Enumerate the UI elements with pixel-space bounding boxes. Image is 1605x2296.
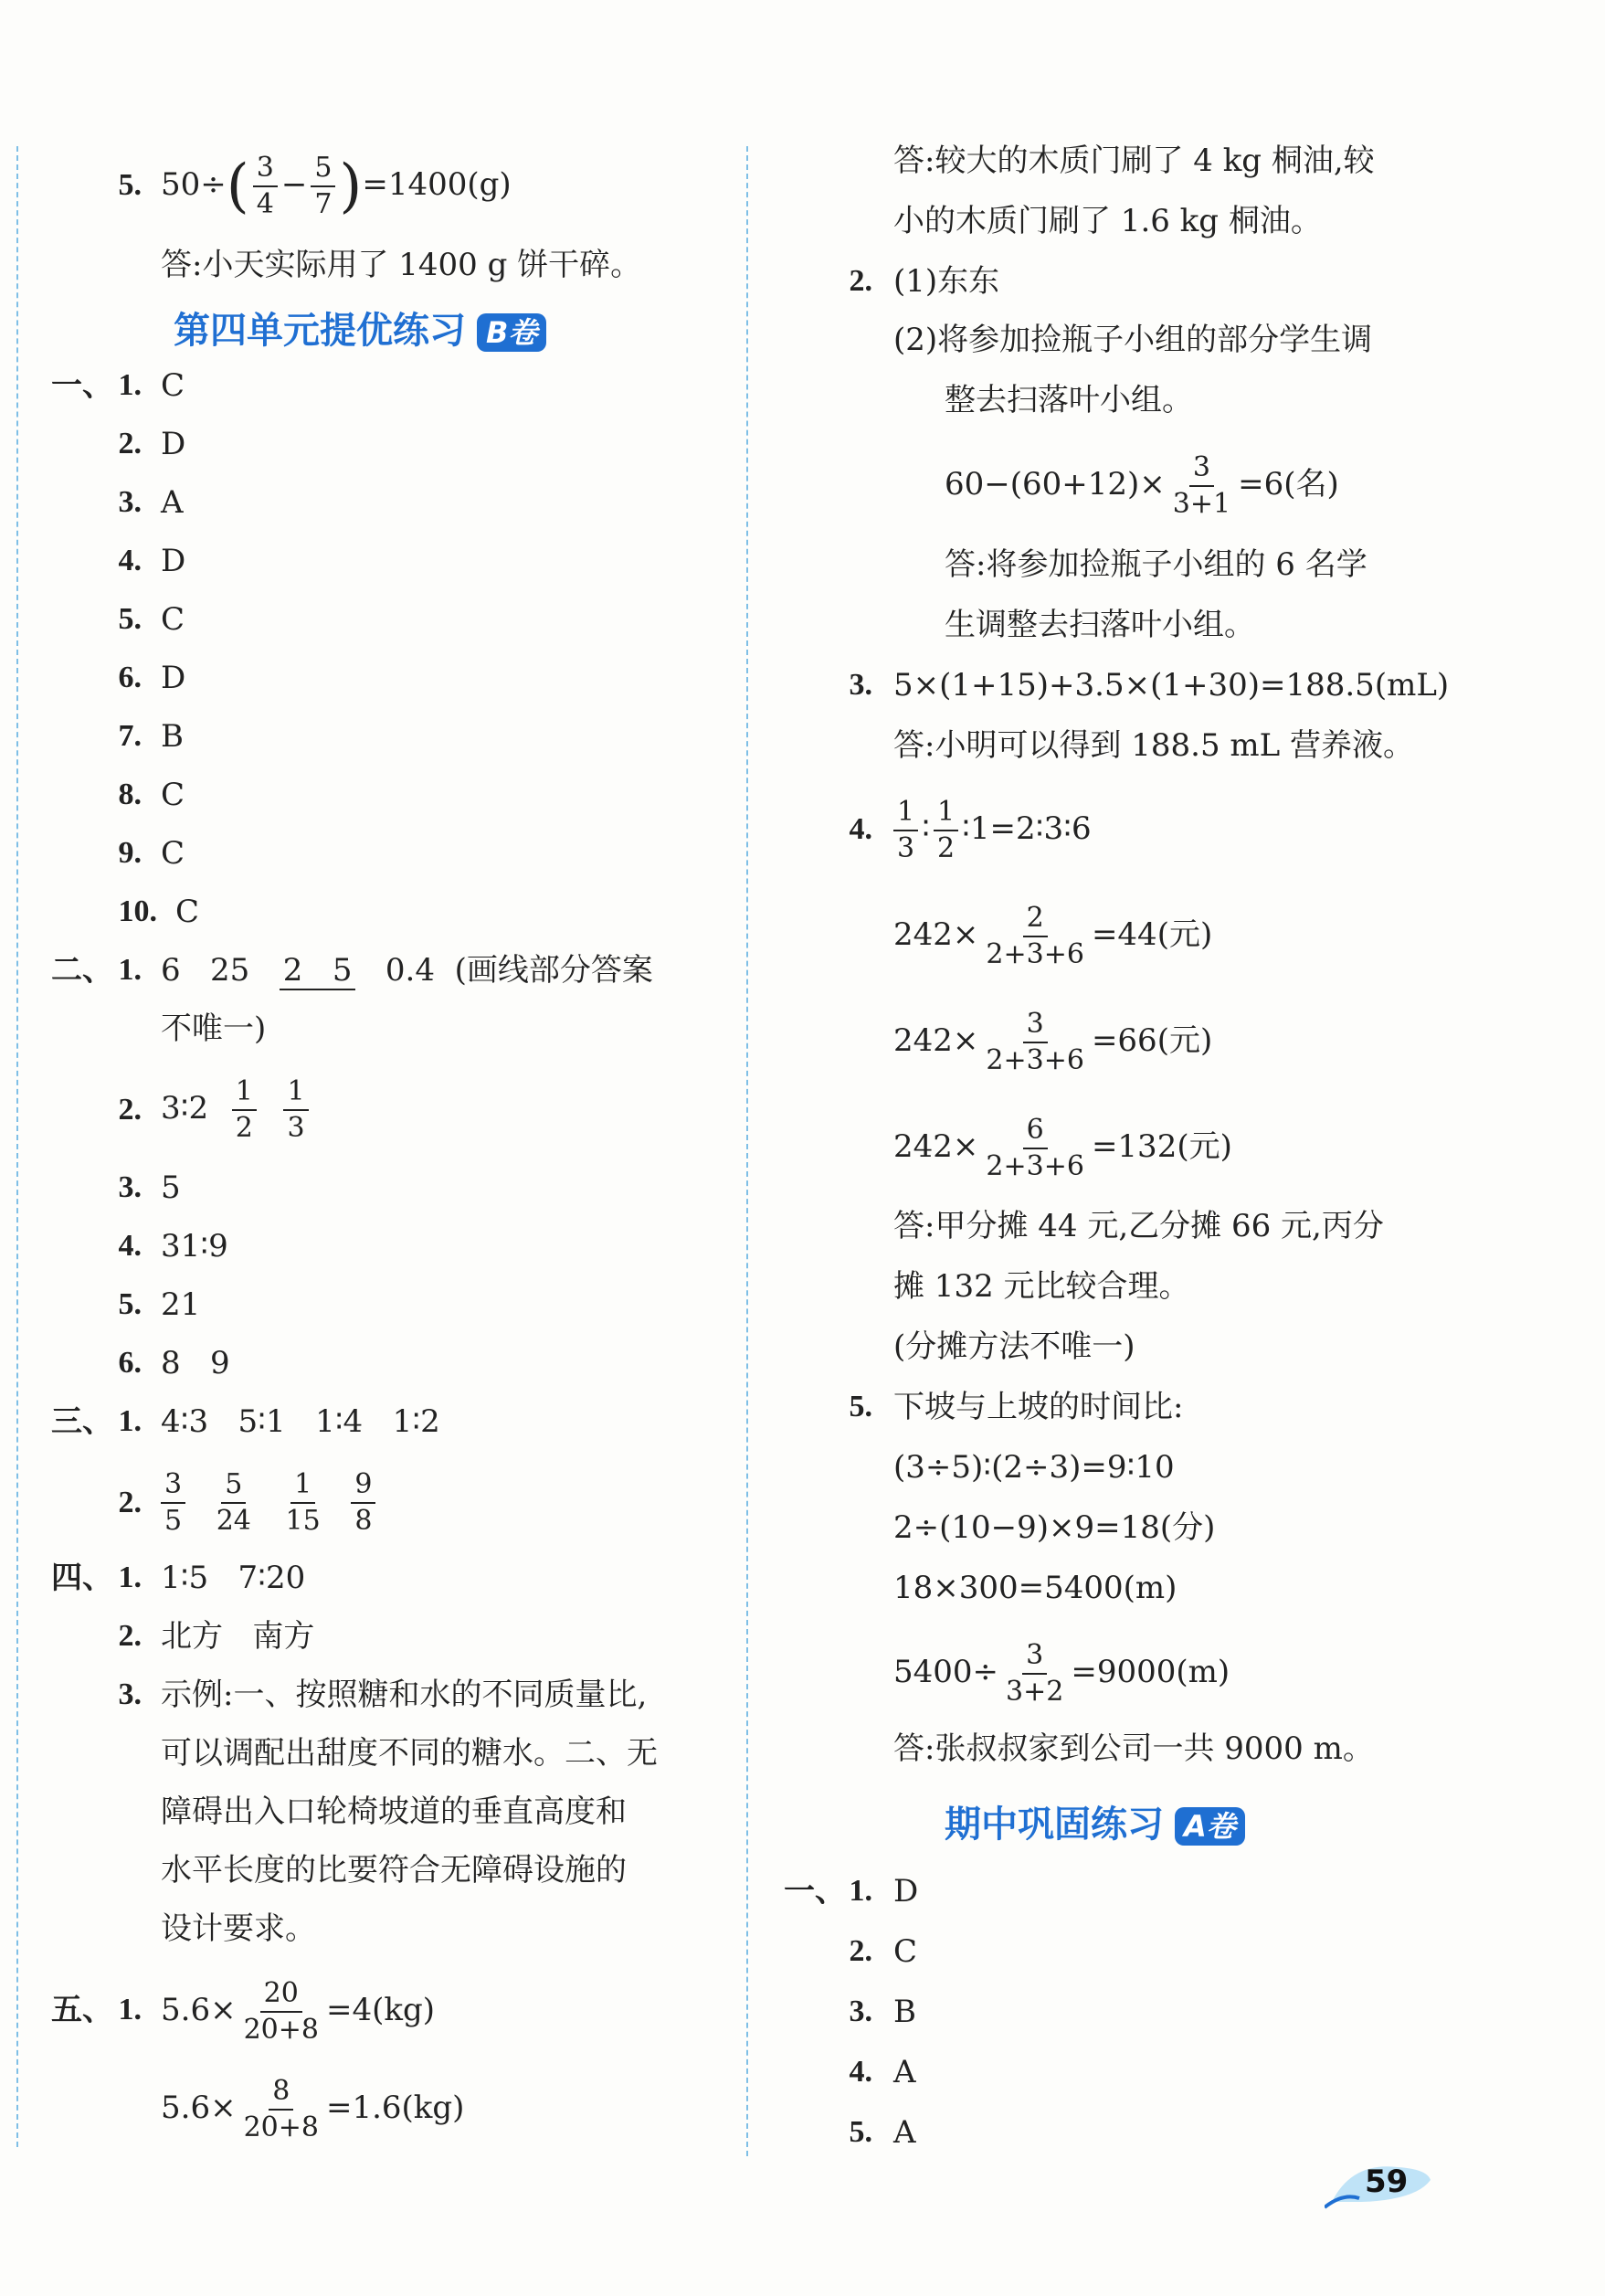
item-answer: C — [161, 777, 185, 813]
item-expression: 242× $\frac{6}{2+3+6}$ =132(元) — [893, 1114, 1232, 1182]
item-answer: D — [161, 660, 186, 696]
underlined-answer: 2 5 — [280, 952, 356, 990]
fraction: $\frac{9}{8}$ — [351, 1471, 375, 1535]
fraction: $\frac{5}{7}$ — [311, 154, 335, 218]
fraction: $\frac{5}{24}$ — [216, 1468, 251, 1537]
item-number: 4. — [849, 812, 872, 846]
item-number: 2. — [118, 1093, 142, 1127]
item-number: 3. — [118, 1170, 142, 1204]
fraction: $\frac{8}{20+8}$ — [243, 2075, 319, 2143]
fraction: $\frac{3}{5}$ — [161, 1471, 185, 1535]
answer-text: 答:小明可以得到 188.5 mL 营养液。 — [893, 727, 1415, 764]
item-expression: $\frac{1}{3}$ ∶ $\frac{1}{2}$ ∶1=2∶3∶6 — [890, 788, 1092, 870]
fraction: $\frac{3}{4}$ — [253, 154, 278, 218]
section-heading-midterm: 期中巩固练习 A卷 — [945, 1795, 1245, 1847]
answer-text: 答:较大的木质门刷了 4 kg 桐油,较 — [893, 143, 1375, 179]
item-answer: C — [161, 601, 185, 638]
item-answer: B — [161, 718, 184, 755]
item-answer: D — [893, 1873, 919, 1910]
fraction: $\frac{1}{2}$ — [232, 1078, 257, 1142]
item-number: 5. — [849, 2115, 872, 2149]
item-number: 2. — [849, 1934, 872, 1968]
item-number: 5. — [118, 602, 142, 636]
answer-text: 答:将参加捡瓶子小组的 6 名学 — [945, 546, 1367, 583]
item-answer: 下坡与上坡的时间比: — [893, 1389, 1184, 1425]
fraction: $\frac{3}{2+3+6}$ — [986, 1008, 1084, 1076]
item-number: 2. — [118, 1619, 142, 1653]
item-expression: (3÷5)∶(2÷3)=9∶10 — [893, 1449, 1175, 1486]
item-expression: 18×300=5400(m) — [893, 1570, 1177, 1606]
item-number: 6. — [118, 661, 142, 694]
item-answer: C — [175, 894, 200, 930]
section-label-5: 五、 — [51, 1992, 113, 2028]
item-answer: C — [161, 835, 185, 872]
section-heading-unit4: 第四单元提优练习 B卷 — [174, 302, 546, 354]
fraction: $\frac{2}{2+3+6}$ — [986, 902, 1084, 970]
item-number: 7. — [118, 719, 142, 753]
item-number: 2. — [849, 264, 872, 298]
fraction: $\frac{3}{3+2}$ — [1006, 1639, 1064, 1708]
fraction: $\frac{1}{15}$ — [285, 1468, 321, 1537]
answer-text: 答:甲分摊 44 元,乙分摊 66 元,丙分 — [893, 1208, 1384, 1244]
volume-badge: A卷 — [1175, 1807, 1245, 1846]
answer-text: 生调整去扫落叶小组。 — [945, 607, 1255, 643]
item-answer: C — [161, 367, 185, 404]
item-number: 1. — [118, 1561, 142, 1594]
item-number: 10. — [118, 894, 157, 928]
page-number: 59 — [1365, 2164, 1409, 2200]
left-margin-divider — [16, 146, 18, 2147]
item-answer: 1∶5 7∶20 — [161, 1560, 306, 1596]
item-expression: 60−(60+12)× $\frac{3}{3+1}$ =6(名) — [945, 451, 1339, 520]
item-answer: 31∶9 — [161, 1228, 228, 1264]
fraction: $\frac{6}{2+3+6}$ — [986, 1114, 1084, 1182]
item-answer-continued: 不唯一) — [161, 1010, 267, 1047]
item-answer: (2)将参加捡瓶子小组的部分学生调 — [893, 322, 1373, 358]
item-answer: D — [161, 543, 186, 579]
item-answer: C — [893, 1933, 918, 1970]
item-expression: 5×(1+15)+3.5×(1+30)=188.5(mL) — [893, 667, 1450, 704]
item-answer: A — [893, 2054, 916, 2090]
fraction: $\frac{20}{20+8}$ — [243, 1977, 319, 2046]
item-answer: 6 25 2 5 0.4 (画线部分答案 — [161, 952, 653, 989]
section-label-2: 二、 — [51, 952, 113, 989]
item-number: 4. — [849, 2055, 872, 2089]
item-answer: 8 9 — [161, 1345, 230, 1381]
answer-text: 小的木质门刷了 1.6 kg 桐油。 — [893, 203, 1322, 239]
item-number: 5. — [118, 1287, 142, 1321]
item-number: 5. — [849, 1390, 872, 1423]
answer-note: (分摊方法不唯一) — [893, 1328, 1135, 1365]
item-answer: (1)东东 — [893, 263, 1000, 300]
item-expression: 5400÷ $\frac{3}{3+2}$ =9000(m) — [893, 1639, 1230, 1708]
fraction: $\frac{1}{3}$ — [893, 799, 918, 862]
fraction: $\frac{3}{3+1}$ — [1172, 451, 1231, 520]
item-number: 2. — [118, 1486, 142, 1519]
item-number: 8. — [118, 778, 142, 811]
item-number: 1. — [118, 1404, 142, 1438]
item-answer — [157, 1460, 379, 1542]
section-label-1: 一、 — [784, 1873, 846, 1910]
item-number: 2. — [118, 427, 142, 460]
volume-badge: B卷 — [477, 313, 546, 352]
item-answer: 3∶2 $\frac{1}{2}$ $\frac{1}{3}$ — [161, 1067, 312, 1149]
item-answer-continued: 整去扫落叶小组。 — [945, 382, 1193, 418]
fraction: $\frac{1}{3}$ — [283, 1078, 308, 1142]
item-number: 1. — [118, 368, 142, 402]
item-answer-continued: 可以调配出甜度不同的糖水。二、无 — [161, 1735, 658, 1772]
item-answer: 北方 南方 — [161, 1618, 315, 1655]
item-expression: 242× $\frac{2}{2+3+6}$ =44(元) — [893, 902, 1213, 970]
item-answer-continued: 障碍出入口轮椅坡道的垂直高度和 — [161, 1793, 627, 1830]
item-answer: 4∶3 5∶1 1∶4 1∶2 — [161, 1403, 440, 1440]
q5-number: 5. — [118, 168, 142, 202]
item-number: 3. — [118, 485, 142, 519]
item-expression: 242× $\frac{3}{2+3+6}$ =66(元) — [893, 1008, 1213, 1076]
item-number: 3. — [118, 1677, 142, 1711]
item-expression: 5.6× $\frac{8}{20+8}$ =1.6(kg) — [161, 2075, 465, 2143]
item-number: 3. — [849, 1994, 872, 2028]
item-number: 6. — [118, 1346, 142, 1380]
page-number-badge — [1325, 2156, 1434, 2211]
item-number: 1. — [118, 953, 142, 987]
q5-expression: 50÷( $\frac{3}{4}$ − $\frac{5}{7}$ )=1400(g) — [161, 152, 512, 220]
q5-answer: 答:小天实际用了 1400 g 饼干碎。 — [161, 247, 642, 283]
item-answer-continued: 水平长度的比要符合无障碍设施的 — [161, 1852, 627, 1889]
item-answer: A — [893, 2114, 916, 2151]
item-answer-continued: 设计要求。 — [161, 1910, 316, 1947]
section-label-4: 四、 — [51, 1560, 113, 1596]
answer-text: 摊 132 元比较合理。 — [893, 1268, 1190, 1305]
section-label-3: 三、 — [51, 1403, 113, 1440]
item-expression: 2÷(10−9)×9=18(分) — [893, 1509, 1216, 1546]
item-number: 1. — [849, 1874, 872, 1908]
item-number: 4. — [118, 1229, 142, 1263]
item-answer: D — [161, 426, 186, 462]
center-divider — [746, 146, 748, 2156]
fraction: $\frac{1}{2}$ — [934, 799, 958, 862]
answer-text: 答:张叔叔家到公司一共 9000 m。 — [893, 1730, 1374, 1767]
item-answer: A — [161, 484, 184, 521]
section-label-1: 一、 — [51, 367, 113, 404]
item-answer: 示例:一、按照糖和水的不同质量比, — [161, 1677, 648, 1713]
item-number: 1. — [118, 1993, 142, 2026]
item-number: 4. — [118, 544, 142, 577]
item-answer: B — [893, 1994, 916, 2030]
item-expression: 5.6× $\frac{20}{20+8}$ =4(kg) — [161, 1977, 435, 2046]
item-answer: 5 — [161, 1169, 181, 1206]
item-answer: 21 — [161, 1286, 201, 1323]
item-number: 9. — [118, 836, 142, 870]
item-number: 3. — [849, 668, 872, 702]
